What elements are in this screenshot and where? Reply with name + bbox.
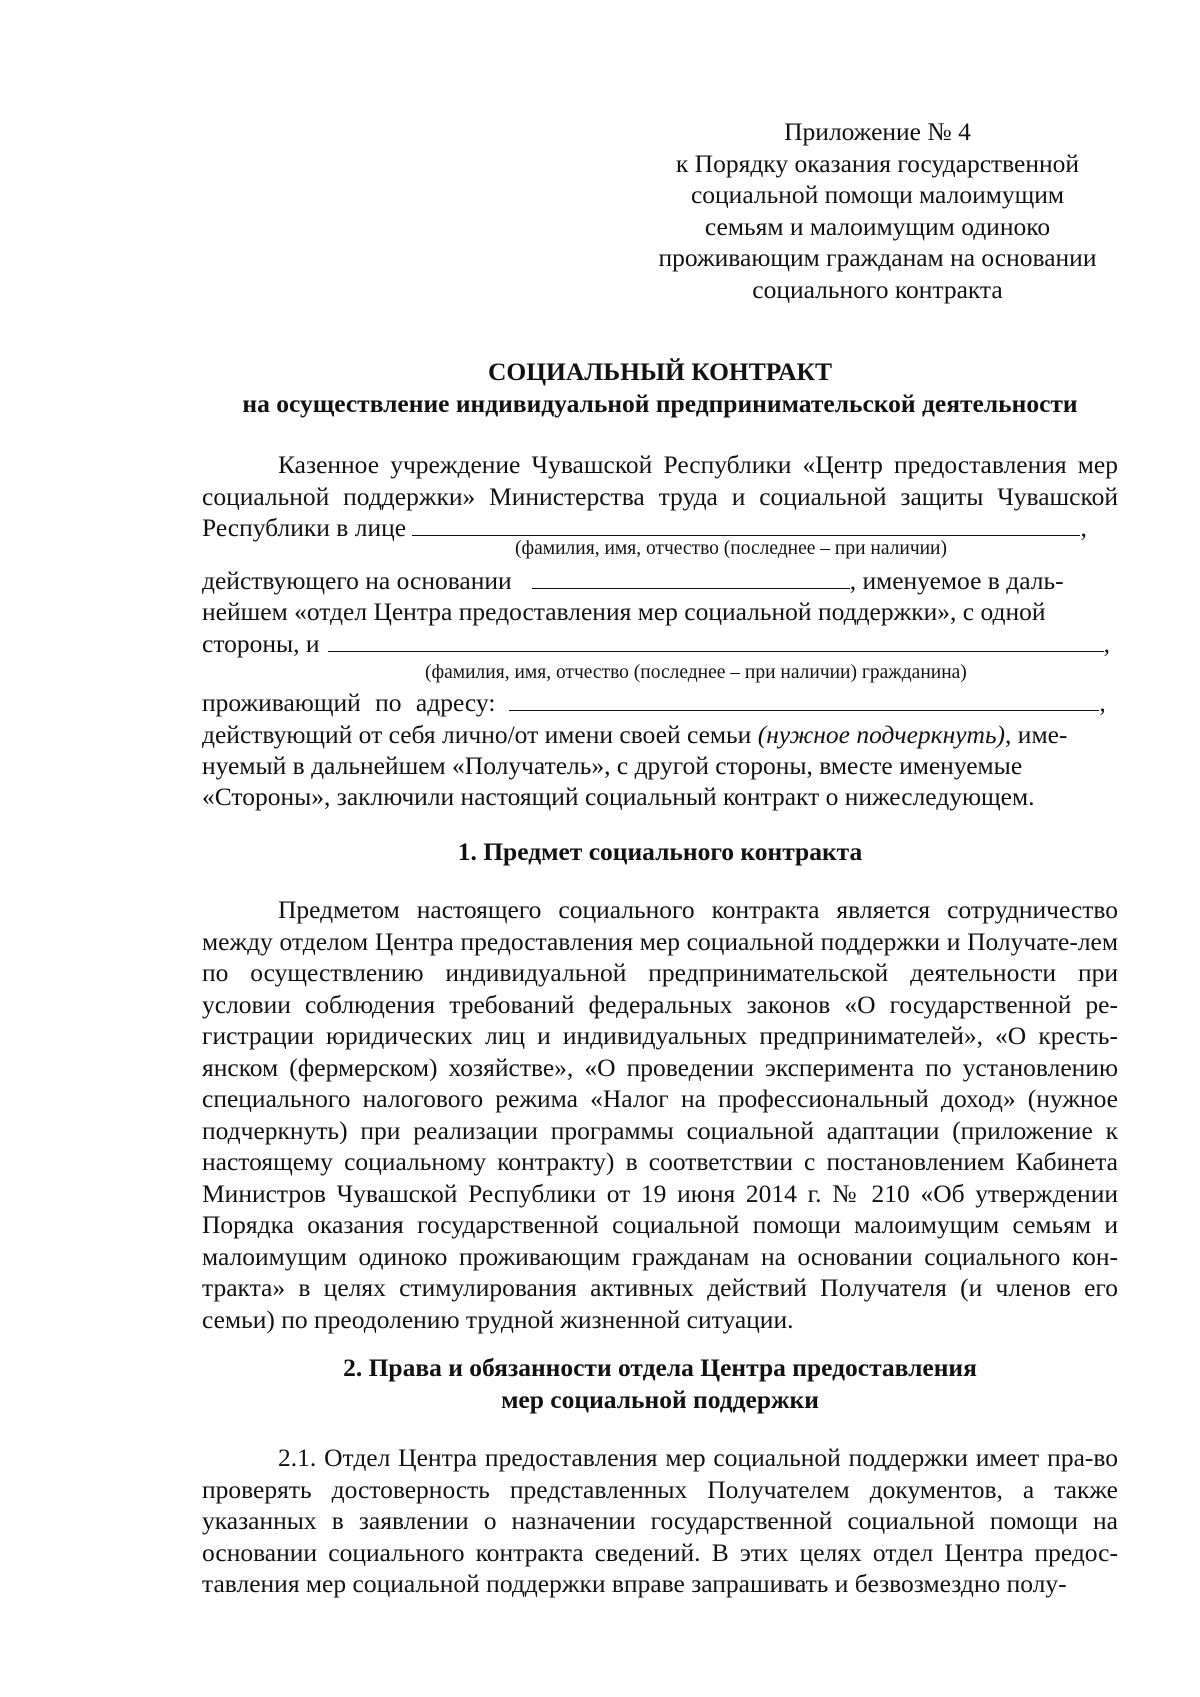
appendix-line: социальной помощи малоимущим — [690, 180, 1065, 209]
dept-line: нейшем «отдел Центра предоставления мер социальной поддержки», с одной — [202, 597, 1046, 626]
official-name-field[interactable] — [412, 512, 1080, 536]
appendix-header — [640, 116, 1115, 305]
acting-personally-text: действующий от себя лично/от имени своей семьи — [202, 720, 752, 749]
residing-text: проживающий по адресу: — [202, 688, 496, 717]
comma: , — [1103, 629, 1110, 658]
citizen-name-field[interactable] — [328, 628, 1104, 652]
section-2-heading-line-1: 2. Права и обязанности отдела Центра предоставления — [343, 1353, 977, 1382]
appendix-line: к Порядку оказания государственной — [675, 148, 1080, 178]
appendix-line: семьям и малоимущим одиноко — [704, 211, 1051, 241]
org-text: Казенное учреждение Чувашской Республики «Центр предоставления мер социальной поддержки» Министерства труда и социальной защиты Чувашской Республики в лице — [202, 450, 1118, 542]
address-line — [202, 687, 1118, 718]
address-field[interactable] — [509, 687, 1099, 711]
party-line — [202, 628, 1118, 659]
parties-line: «Стороны», заключили настоящий социальный контракт о нижеследующем. — [202, 782, 1035, 811]
appendix-line: проживающим гражданам на основании — [658, 243, 1097, 272]
section-1-heading: 1. Предмет социального контракта — [457, 837, 863, 866]
section-1-text: Предметом настоящего социального контракта является сотрудничество между отделом Центра предоставления мер социальной поддержки и Получате-лем по осуществлению индивидуальной предпринимательской деятельности при условии соблюдения требований федеральных законов «О государственной ре-гистрации юридических лиц и индивидуальных предпринимателей», «О кресть-янском (фермерском) хозяйстве», «О проведении эксперимента по установлению специального налогового режима «Налог на профессиональный доход» (нужное подчеркнуть) при реализации программы социальной адаптации (приложение к настоящему социальному контракту) в соответствии с постановлением Кабинета Министров Чувашской Республики от 19 июня 2014 г. № 210 «Об утверждении Порядка оказания государственной социальной помощи малоимущим семьям и малоимущим одиноко проживающим гражданам на основании социального кон-тракта» в целях стимулирования активных действий Получателя (и членов его семьи) по преодолению трудной жизненной ситуации. — [202, 895, 1118, 1334]
citizen-name-caption: (фамилия, имя, отчество (последнее – при наличии) гражданина) — [425, 662, 967, 683]
basis-field[interactable] — [532, 565, 850, 589]
appendix-line: Приложение № 4 — [784, 117, 971, 146]
party-and-text: стороны, и — [202, 629, 320, 658]
basis-line — [202, 565, 1118, 596]
section-2-heading-line-2: мер социальной поддержки — [501, 1385, 819, 1414]
document-title: СОЦИАЛЬНЫЙ КОНТРАКТ — [487, 357, 833, 386]
recipient-line: нуемый в дальнейшем «Получатель», с другой стороны, вместе именуемые — [202, 751, 1023, 780]
acting-line — [202, 719, 1118, 750]
document-subtitle: на осуществление индивидуальной предпринимательской деятельности — [242, 389, 1078, 418]
org-paragraph — [202, 449, 1118, 544]
named-further-text: , именуемое в даль- — [849, 566, 1064, 595]
named-tail-text: , име- — [1005, 720, 1068, 749]
clause-2-1-text: 2.1. Отдел Центра предоставления мер социальной поддержки имеет пра-во проверять достоверность представленных Получателем документов, а также указанных в заявлении о назначении государственной социальной помощи на основании социального контракта сведений. В этих целях отдел Центра предос-тавления мер социальной поддержки вправе запрашивать и безвозмездно полу- — [202, 1443, 1118, 1598]
official-name-caption: (фамилия, имя, отчество (последнее – при наличии) — [515, 538, 947, 559]
underline-hint-text: (нужное подчеркнуть) — [757, 720, 1006, 749]
acting-on-basis-text: действующего на основании — [202, 566, 512, 595]
comma: , — [1099, 688, 1106, 717]
comma: , — [1080, 513, 1087, 542]
appendix-line: социального контракта — [752, 274, 1003, 304]
